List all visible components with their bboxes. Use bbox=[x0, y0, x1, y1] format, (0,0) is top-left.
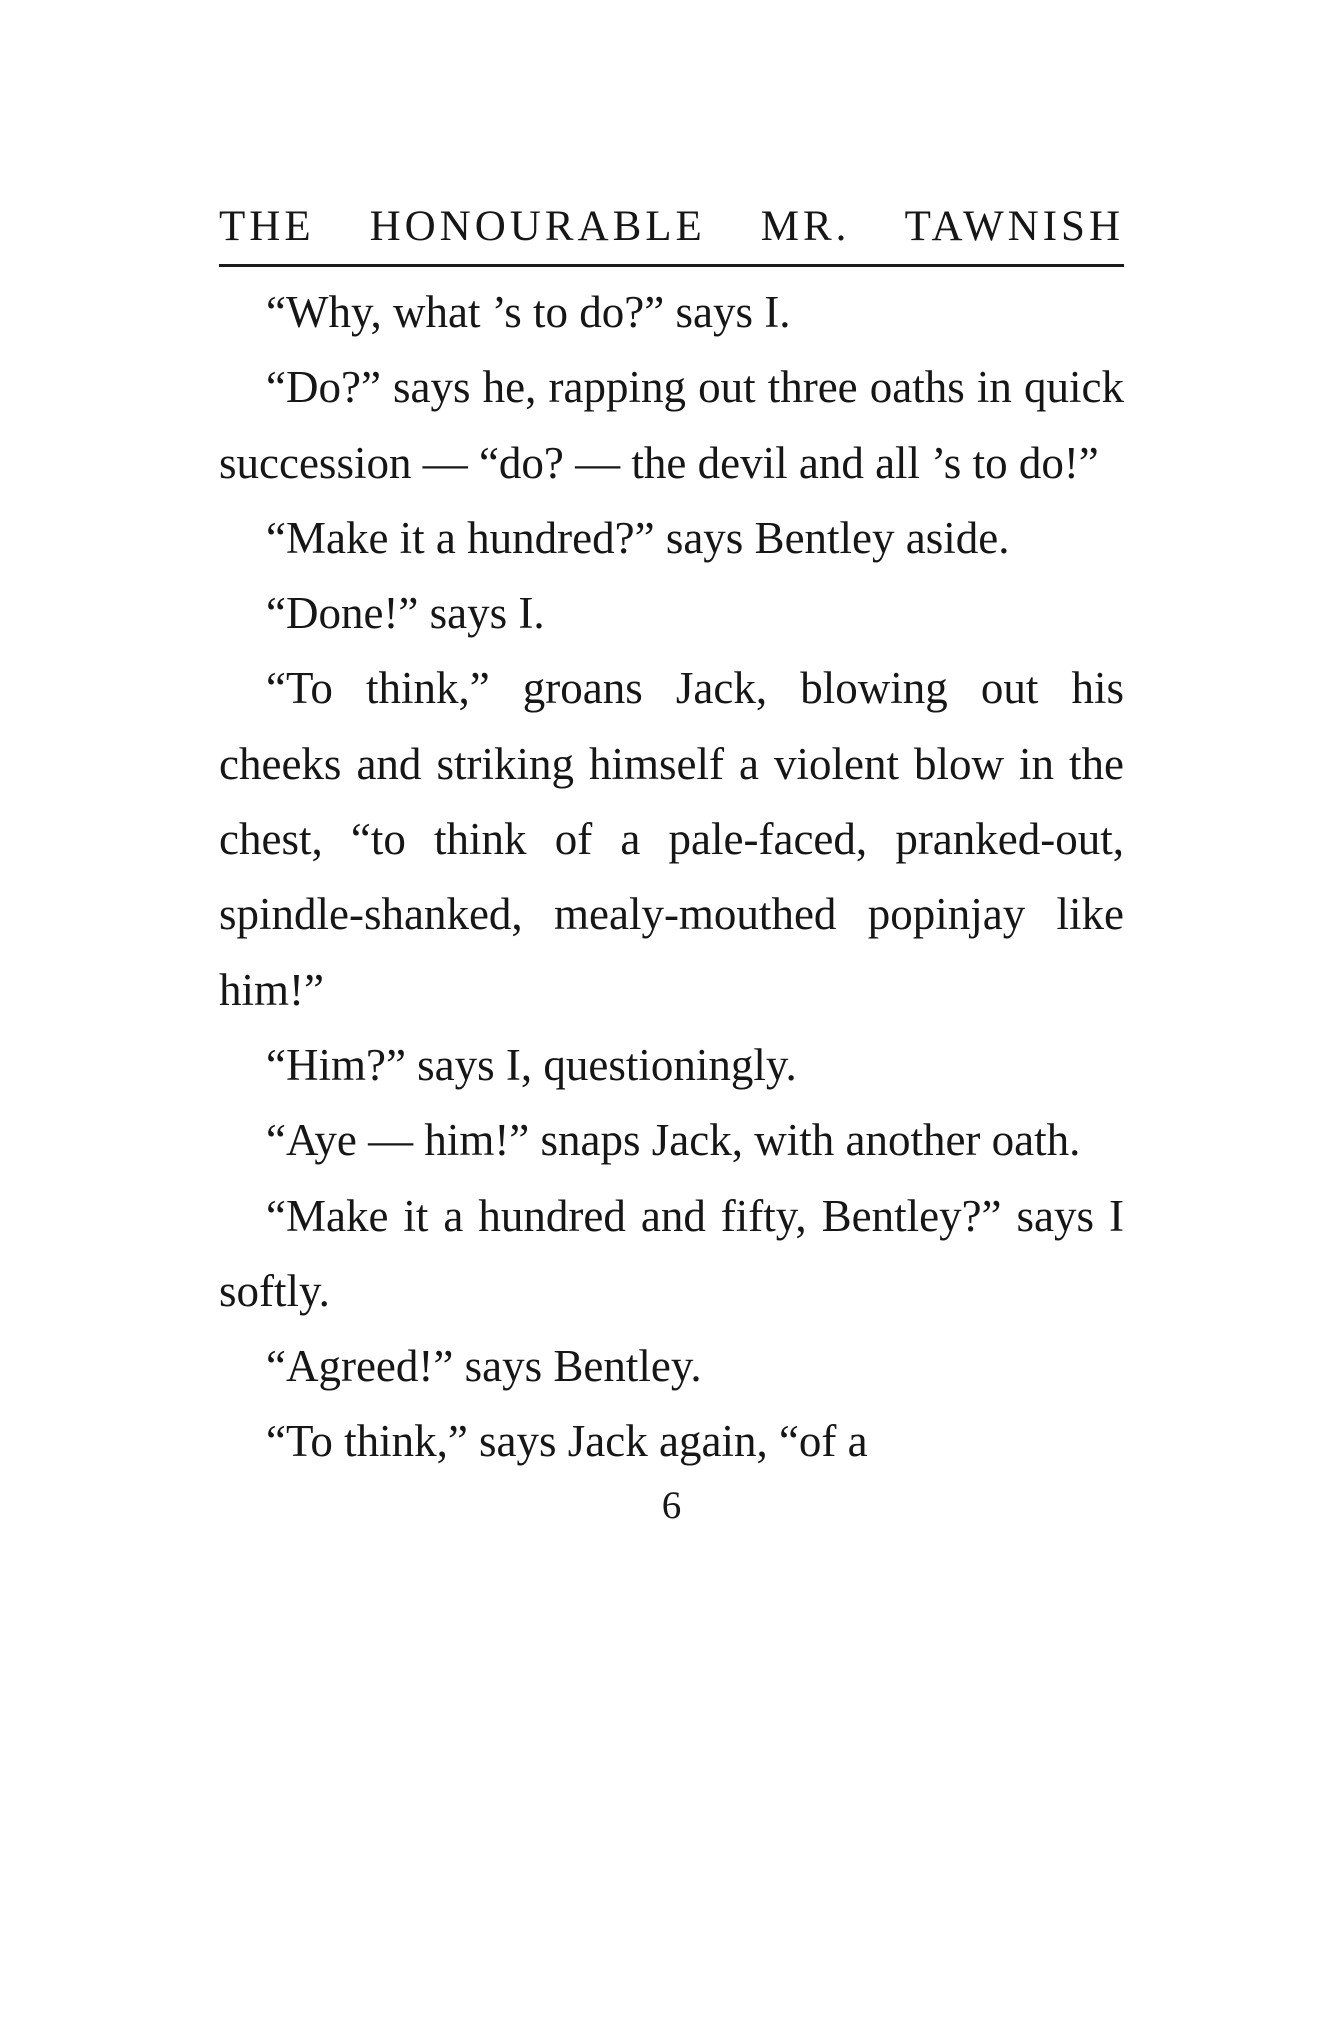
book-page bbox=[219, 196, 1124, 1536]
page-number: 6 bbox=[661, 1483, 682, 1527]
running-title: THE HONOURABLE MR. TAWNISH bbox=[219, 203, 1124, 250]
paragraph: “Make it a hundred and fifty, Bentley?” says I softly. bbox=[219, 1190, 1124, 1316]
header-rule bbox=[219, 264, 1124, 267]
paragraph: “Done!” says I. bbox=[266, 588, 545, 639]
paragraph: “Do?” says he, rapping out three oaths in quick succession — “do? — the devil and all ’s to do!” bbox=[219, 362, 1124, 488]
paragraph: “Why, what ’s to do?” says I. bbox=[266, 287, 791, 337]
body-text bbox=[219, 275, 1124, 1480]
paragraph: “Aye — him!” snaps Jack, with another oath. bbox=[266, 1115, 1081, 1166]
paragraph: “Make it a hundred?” says Bentley aside. bbox=[266, 512, 1010, 563]
paragraph: “Agreed!” says Bentley. bbox=[266, 1341, 702, 1392]
paragraph: “To think,” groans Jack, blowing out his cheeks and striking himself a violent blow in the chest, “to think of a pale-faced, pranked-out, spindle-shanked, mealy-mouthed popinjay like him!” bbox=[219, 663, 1124, 1015]
paragraph: “Him?” says I, questioningly. bbox=[266, 1039, 797, 1090]
paragraph: “To think,” says Jack again, “of a bbox=[266, 1416, 868, 1467]
